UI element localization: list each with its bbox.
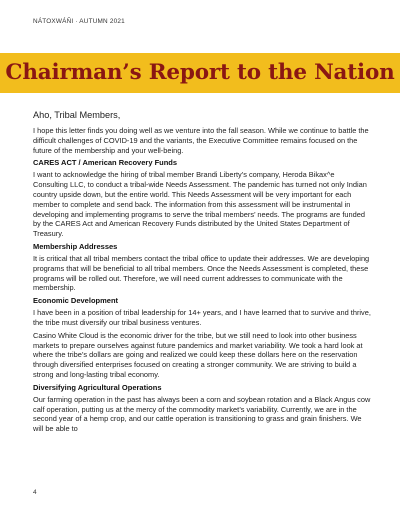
paragraph: Our farming operation in the past has always been a corn and soybean rotation and a Black Angus cow calf operation, putting us at the mercy of the commodity market’s variability. Currently, we are in the second year of a hemp crop, and our cattle operation is transitioning to grass and grain finishers. We will be able to [33, 394, 371, 434]
title-banner [0, 53, 400, 93]
page-number: 4 [33, 489, 37, 496]
section-heading-cares-act: CARES ACT / American Recovery Funds [33, 158, 178, 168]
paragraph: I have been in a position of tribal leadership for 14+ years, and I have learned that to survive and thrive, the tribe must diversify our tribal business ventures. [33, 308, 371, 327]
intro-paragraph: I hope this letter finds you doing well as we venture into the fall season. While we continue to battle the difficult challenges of COVID-19 and the variants, the Executive Committee remains focused on the future of the membership and your well-being. [33, 126, 369, 155]
section-heading-membership-addresses: Membership Addresses [33, 241, 118, 251]
running-head: NÁTOXWÁÑI · AUTUMN 2021 [33, 18, 125, 25]
section-heading-economic-development: Economic Development [33, 296, 119, 306]
greeting: Aho, Tribal Members, [33, 110, 121, 120]
paragraph: It is critical that all tribal members contact the tribal office to update their addresses. We are developing programs that will be beneficial to all tribal members. Once the Needs Assessment is completed, these programs will be rolled out. Therefore, we will need current addresses to communicate with the membership. [33, 253, 370, 293]
page-title: Chairman’s Report to the Nation [5, 60, 395, 85]
paragraph: I want to acknowledge the hiring of tribal member Brandi Liberty’s company, Heroda Bikax^e Consulting LLC, to conduct a tribal-wide Needs Assessment. The pandemic has turned not only Indian country upside down, but the entire world. This Needs Assessment will be very important for each member to complete and send back. The information from this assessment will be instrumental in developing and implementing programs to serve the tribal members’ needs. The programs are funded by the CARES Act and American Recovery Funds distributed by the United States Department of Treasury. [33, 170, 367, 239]
letter-body [33, 110, 371, 437]
paragraph: Casino White Cloud is the economic driver for the tribe, but we still need to look into other business markets to prepare ourselves against future pandemics and market variability. We took a hard look at where the tribe’s dollars are going and realized we could keep these dollars here on the reservation through diversified enterprises focused on creating a stronger community. We are striving to build a strong and long-lasting tribal economy. [33, 330, 363, 379]
section-heading-diversifying-agriculture: Diversifying Agricultural Operations [33, 382, 162, 392]
